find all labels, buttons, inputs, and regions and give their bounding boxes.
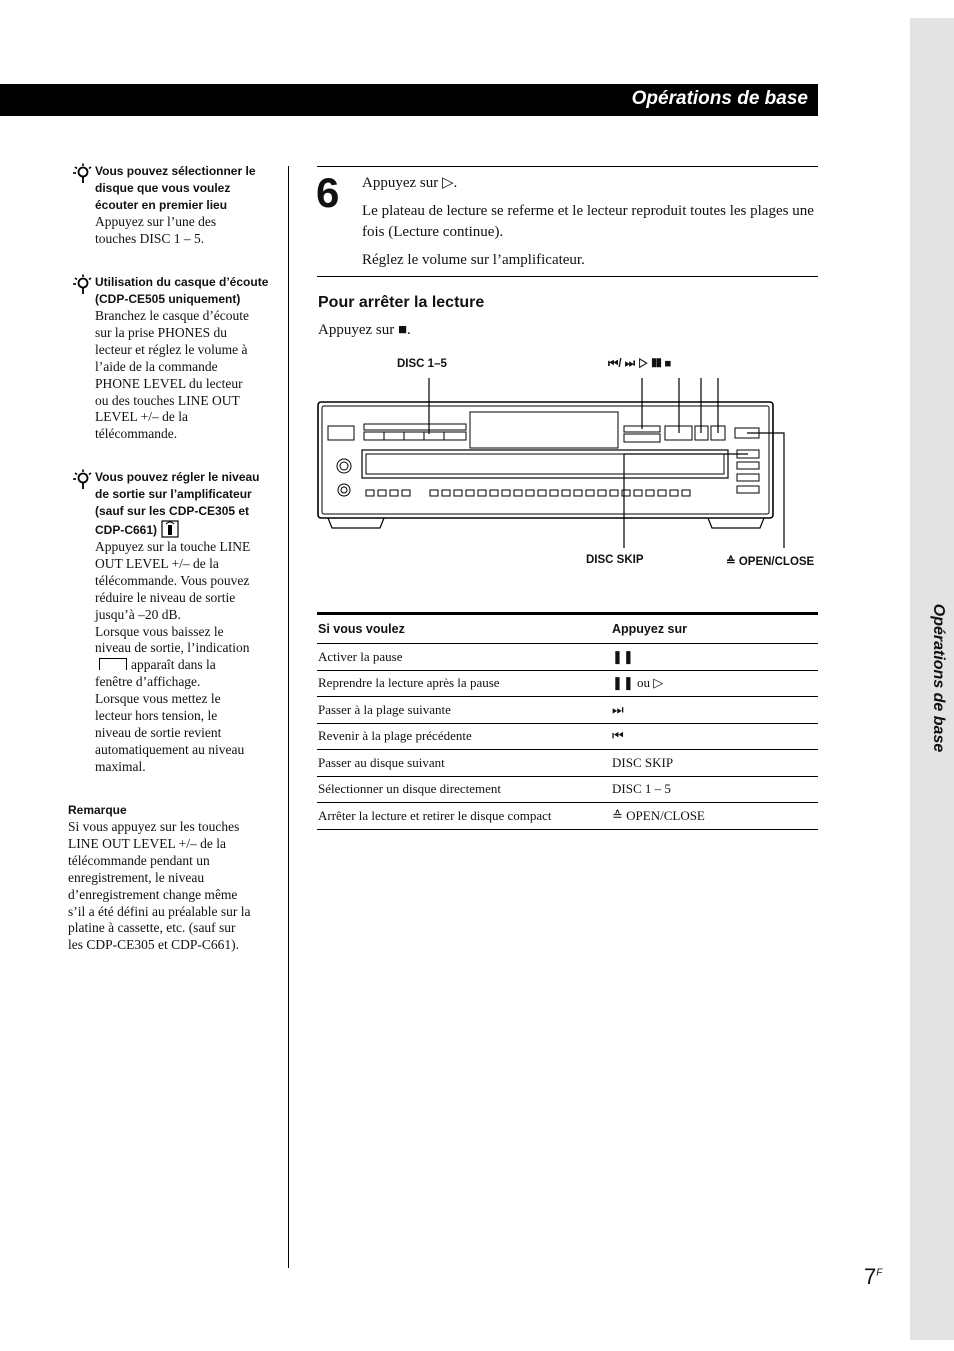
tip-body-text: Appuyez sur la touche LINE OUT LEVEL +/– de la télécommande. Vous pouvez réduire le niveau de sortie jusqu’à –20 dB. Lorsque vous baissez le niveau de sortie, l’indication: [95, 539, 251, 656]
tip-body: Branchez le casque d’écoute sur la prise PHONES du lecteur et réglez le volume à l’aide de la commande PHONE LEVEL du lecteur ou des touches LINE OUT LEVEL +/– de la télécommande.: [95, 308, 250, 442]
table-cell-action: Revenir à la plage précédente: [317, 723, 611, 750]
table-row: [317, 750, 818, 777]
table-cell-action: Activer la pause: [317, 644, 611, 671]
tip-body-text: fenêtre d’affichage. Lorsque vous mettez le lecteur hors tension, le niveau de sortie revient automatiquement au niveau maximal.: [95, 674, 245, 774]
operations-table: [317, 612, 818, 830]
stop-instruction: Appuyez sur ■.: [318, 322, 411, 338]
table-row: [317, 644, 818, 671]
table-row: [317, 776, 818, 803]
table-header-cell: Si vous voulez: [317, 614, 611, 644]
table-cell-button: ❚❚: [611, 644, 818, 671]
table-cell-button: ⏭: [611, 697, 818, 724]
table-cell-action: Arrêter la lecture et retirer le disque compact: [317, 803, 611, 830]
table-header-cell: Appuyez sur: [611, 614, 818, 644]
tip-output-level: [68, 469, 273, 776]
label-disc-skip: DISC SKIP: [586, 554, 644, 566]
step-description: Le plateau de lecture se referme et le lecteur reproduit toutes les plages une fois (Lecture continue).: [362, 203, 814, 240]
lightbulb-icon: [72, 163, 92, 185]
step-note: Réglez le volume sur l’amplificateur.: [362, 252, 585, 268]
stop-heading: Pour arrêter la lecture: [318, 294, 485, 311]
tip-title: [95, 469, 273, 539]
table-cell-button: DISC 1 – 5: [611, 776, 818, 803]
step-instruction: Appuyez sur ▷.: [362, 175, 458, 191]
side-tab-label-wrap: [928, 578, 948, 778]
note-title: Remarque: [68, 803, 127, 817]
tip-body: Appuyez sur l’une des touches DISC 1 – 5.: [95, 214, 217, 246]
label-open-close: ≙ OPEN/CLOSE: [726, 556, 815, 568]
step-rule-bottom: [317, 276, 818, 277]
tip-body: [95, 539, 273, 776]
table-cell-button: ⏮: [611, 723, 818, 750]
cd-player-drawing: [310, 352, 790, 552]
note-body: Si vous appuyez sur les touches LINE OUT LEVEL +/– de la télécommande pendant un enregistrement, le niveau d’enregistrement change même s’il a été défini au préalable sur la platine à cassette, etc. (sauf sur les CDP-CE305 et CDP-C661).: [68, 819, 251, 953]
step-number: 6: [316, 169, 340, 216]
tip-title: Vous pouvez sélectionner le disque que vous voulez écouter en premier lieu: [95, 164, 256, 212]
page-number: [864, 1264, 882, 1290]
table-row: [317, 670, 818, 697]
table-cell-button: DISC SKIP: [611, 750, 818, 777]
side-tab-label: Opérations de base: [930, 603, 947, 753]
table-header-row: [317, 614, 818, 644]
table-row: [317, 803, 818, 830]
note-block: [68, 802, 278, 954]
label-transport-buttons: ⏮/ ⏭ ▷ ❚❚ ■: [608, 358, 672, 370]
tip-body-text: apparaît dans la: [131, 657, 216, 673]
table-cell-action: Reprendre la lecture après la pause: [317, 670, 611, 697]
label-disc-1-5: DISC 1–5: [397, 358, 447, 370]
tip-title-text: Vous pouvez régler le niveau de sortie sur l’amplificateur (sauf sur les CDP-CE305 et CDP-C661): [95, 470, 260, 537]
level-indicator-icon: [99, 658, 127, 670]
remote-control-icon: [161, 520, 179, 538]
tip-title: Utilisation du casque d’écoute (CDP-CE505 uniquement): [95, 275, 269, 306]
step-rule-top: [317, 166, 818, 167]
page-number-suffix: F: [876, 1267, 883, 1279]
page-number-value: 7: [864, 1264, 877, 1289]
table-cell-action: Sélectionner un disque directement: [317, 776, 611, 803]
tip-select-disc: [68, 163, 273, 248]
tip-headphones: [68, 274, 273, 443]
cd-player-diagram: [310, 352, 815, 572]
table-cell-button: ≙ OPEN/CLOSE: [611, 803, 818, 830]
lightbulb-icon: [72, 274, 92, 296]
section-header-bar: [0, 84, 818, 116]
lightbulb-icon: [72, 469, 92, 491]
table-row: [317, 697, 818, 724]
table-cell-action: Passer au disque suivant: [317, 750, 611, 777]
section-title: Opérations de base: [631, 88, 808, 109]
table-cell-button: ❚❚ ou ▷: [611, 670, 818, 697]
table-cell-action: Passer à la plage suivante: [317, 697, 611, 724]
column-divider: [288, 166, 289, 1268]
table-row: [317, 723, 818, 750]
